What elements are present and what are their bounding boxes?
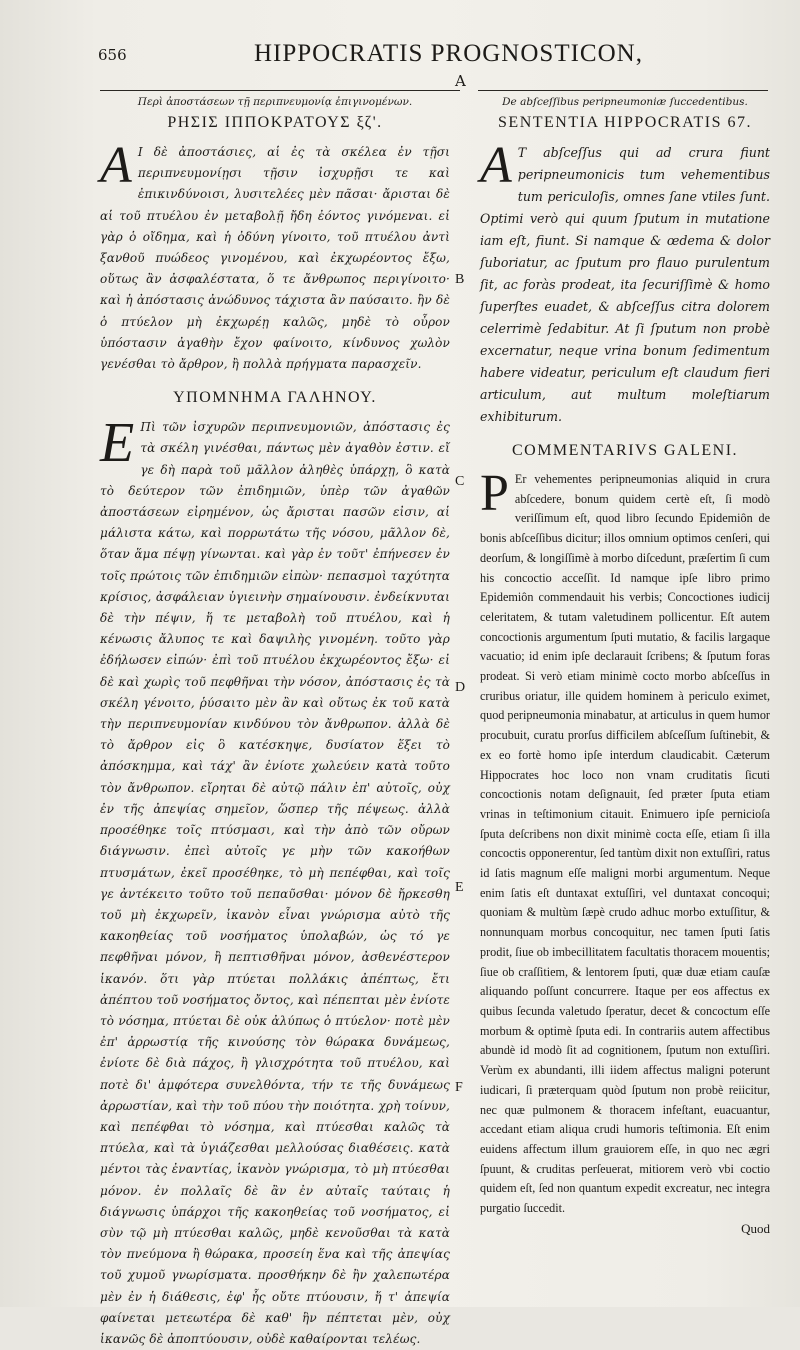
latin-commentary-text <box>480 465 770 1219</box>
page-header <box>0 38 800 90</box>
margin-letter-c: C <box>455 474 465 489</box>
latin-commentary-body: Er vehementes peripneumonias aliquid in crura abſcedere, bonum quidem certè eſt, ſi modò veriſſimum eſt, quod libro ſecundo Epidemiôn de bonis abſceſſibus dicitur; illos omnium optimos cenſeri, qui deorſum, & longiſſimè à morbo diſcedunt, præſertim ſi cum his concoctio acceſſit. Id namque ipſe libro primo Epidemiôn commendauit his verbis; Concoctiones iudicij celeritatem, & tutam valetudinem pollicentur. Eſt autem concoctionis argumentum ſputi mutatio, & facilis largaque vacuatio; id enim ipſe declarauit ſcribens; & ſputum foras prodeat. Si verò etiam minimè cocto morbo abſceſſus in cruribus oriatur, ille quidem hominem à periculo eximet, quod peripneumonia minabatur, at articulus in quem humor procubuit, curatu prorſus difficilem abſceſſum ſuſtinebit, & ex eo fortè homo ipſe interdum claudicabit. Cæterum Hippocrates hoc loco non vnam cruditatis ſicuti concoctionis notam deſignauit, ſed præter ſputa etiam vrinas in teſtimonium citauit. Enimuero ipſe pernicioſa ſputa deſcribens non dixit minimè cocta eſſe, etiam ſi illa concoctis opponerentur, ſed tantùm dixit non extuſſiri, ratus id ſatis magnum eſſe maligni morbi argumentum. Neque enim ſatis eſt duntaxat extuſſiri, vel duntaxat concoqui; quoniam & multùm ſæpè crudo adhuc morbo extuſſitur, & nonnunquam morbus concoquitur, nec tamen ſputi ſatis prodit, ſiue ob imbecillitatem facultatis thoracem mouentis; ſiue ob craſſitiem, & lentorem ſputi, quæ duæ etiam cauſæ aliquando poſſunt concurrere. Itaque per eos affectus ex quibus ſecunda valetudo ſperatur, decet & concoctum eſſe morbum & optimè ſputa edi. In contrariis autem affectibus abundè id modò ſit ad cognitionem, ſputum non extuſſiri. Verùm ex abundanti, illi iidem affectus maligni poterunt iudicari, ſi præterquam quòd ſputum non probè reiicitur, nec quæ pulmonem & thoracem infeſtant, euacuantur, accedant etiam aliqua crudi humoris teſtimonia. Eſt enim euidens affectum illum grauiorem eſſe, in quo nec ægri ſpuunt, & cruditas perſeuerat, mitiorem verò vbi coctio quidem eſt, ſed non quantum expedit excreatur, nec integra purgatio ſuccedit. <box>480 472 770 1216</box>
greek-commentary-initial: Ε <box>100 412 135 475</box>
section-letter: A <box>455 72 466 90</box>
latin-sentence-text <box>480 137 770 428</box>
greek-subheading: Περὶ ἀποστάσεων τῇ περιπνευμονίᾳ ἐπιγινομένων. <box>137 96 413 108</box>
margin-letter-f: F <box>455 1080 463 1095</box>
greek-commentary-body: Πὶ τῶν ἰσχυρῶν περιπνευμονιῶν, ἀπόστασις ἐς τὰ σκέλη γινέσθαι, πάντως μὲν ἀγαθὸν ἐστιν. εἴ γε δὴ παρὰ τοῦ μᾶλλον ἀληθὲς ὑπάρχῃ, ὃ κατὰ τὸ δεύτερον τῶν ἐπιδημιῶν, ὑπὲρ τῶν ἀγαθῶν ἀποστάσεων εἰρημένον, ὡς ἄρισται πασῶν εἰσιν, αἱ μάλιστα κάτω, καὶ πορρωτάτω τῆς νόσου, μᾶλλον δὲ, ὅταν ἅμα πέψῃ γίνωνται. καὶ γὰρ ἐν τοῦτ' ἐπήνεσεν ἐν τοῖς πρώτοις τῶν ἐπιδημιῶν εἰπὼν· πεπασμοὶ ταχύτητα κρίσιος, ἀσφάλειαν ὑγιεινὴν σημαίνουσιν. ἐνδείκνυται δὲ τὴν πέψιν, ἥ τε μεταβολὴ τοῦ πτυέλου, καὶ ἡ κένωσις ἄλυπος τε καὶ δαψιλὴς γινομένη. τοῦτο γὰρ ἐδήλωσεν εἰπών· ἐπὶ τοῦ πτυέλου ἐκχωρέοντος ἔξω· εἰ δὲ καὶ χωρὶς τοῦ πεφθῆναι τὴν νόσον, ἀπόστασις ἐς τὰ σκέλη γένοιτο, ῥύσαιτο μὲν ἂν καὶ οὕτως ἐκ τοῦ κατὰ τὴν περιπνευμονίαν κινδύνου τὸν ἄνθρωπον. ἀλλὰ δὲ τὸ ἄρθρον εἰς ὃ κατέσκηψε, δυσίατον ἕξει τὸ ἀπόσκημμα, καὶ τάχ' ἂν ἐνίοτε χωλεύειν κατὰ τοῦτο τὸν ἄνθρωπον. εἴρηται δὲ αὐτῷ πάλιν ἐπ' αὐτοῖς, οὐχ ἐν τῆς ἀπεψίας σημεῖον, ὥσπερ τῆς πέψεως. ἀλλὰ προσέθηκε τοῖς πτύσμασι, καὶ τὴν ἀπὸ τῶν οὔρων διάγνωσιν. ἐπεὶ αὐτοῖς γε μὴν τῶν κακοήθων πτυσμάτων, ἐκεῖ προσέθηκε, τὸ μὴ πεπέφθαι, καὶ τοῖς γε ἀντέκειτο τοῦτο τοῦ πεπαῦσθαι· μόνον δὲ ἤρκεσθη τοῦ μὴ ἐκχωρεῖν, ἱκανὸν εἶναι γνώρισμα αὐτὸ τῆς κακοηθείας τοῦ νοσήματος ὑπολαβών, ὡς τό γε πεφθῆναι μόνον, ἢ πεπτισθῆναι μόνον, ἀσθενέστερον ἱκανόν. ὅτι γὰρ πτύεται πολλάκις ἀπέπτως, ἔτι ἀπέπτου τοῦ νοσήματος ὄντος, καὶ πέπεπται μὲν ἐνίοτε τὸ νόσημα, πτύεται δὲ οὐκ ἀλύπως ὁ πτύελον· ποτὲ μὲν ἐπ' ἀρρωστίᾳ τῆς κινούσης τὸν θώρακα δυνάμεως, ἐνίοτε δὲ διὰ πάχος, ἢ γλισχρότητα τοῦ πτυέλου, καὶ ποτὲ δι' ἀμφότερα συνελθόντα, τήν τε τῆς δυνάμεως ἀρρωστίαν, καὶ τὴν τοῦ πύου τὴν ποιότητα. χρὴ τοίνυν, καὶ πεπέφθαι τὸ νόσημα, καὶ πτύεσθαι καλῶς τὰ πτύελα, καὶ τὰ ὑγιάζεσθαι μελλούσας διαθέσεις. κατὰ μέντοι τὰς ἐναντίας, ἱκανὸν γνώρισμα, τὸ μὴ πτύεσθαι μόνον. ἐν πολλαῖς δὲ ἂν ἐν αὐταῖς ταύταις ἡ διάγνωσις ὑπάρχοι τῆς κακοηθείας τοῦ νοσήματος, εἰ σὺν τῷ μὴ πτύεσθαι καλῶς, μηδὲ κενοῦσθαι τὰ κατὰ τὸν πνεύμονα ἢ θώρακα, προσείη ἕνα καὶ τῆς ἀπεψίας τοῦ χυμοῦ γνωρίσματα. προσθήκην δὲ ἢν χαλεπωτέρα μὲν ἐν ἡ διάθεσις, ἐφ' ἧς οὔτε πτύουσιν, ἥ τ' ἀπεψία φαίνεται μετεωτέρα δὲ καθ' ἣν πέπτεται μὲν, οὐχ ἱκανῶς δὲ ἀποπτύουσιν, οὐδὲ καθαίρονται τελέως. <box>100 420 450 1346</box>
latin-sentence-title: SENTENTIA HIPPOCRATIS 67. <box>498 114 752 131</box>
latin-column-rule <box>478 90 768 91</box>
latin-commentary-title: COMMENTARIVS GALENI. <box>511 442 739 459</box>
latin-sentence-body: T abſceſſus qui ad crura fiunt peripneumonicis tum vehementibus tum periculoſis, omnes ſane vtiles ſunt. Optimi verò qui quum ſputum in mutatione iam eſt, fiunt. Si namque & œdema & dolor ſuboriatur, ac ſputum pro flauo purulentum ſit, ac foràs prodeat, ita ſecuriſſimè & homo ſuperſtes euadet, & abſceſſus citra dolorem celerrimè ſedabitur. At ſi ſputum non probè excernatur, neque vrina bonum ſedimentum habere videatur, periculum eſt claudum fieri articulum, aut multum moleſtiarum exhibiturum. <box>480 145 770 424</box>
running-title: HIPPOCRATIS PROGNOSTICON, <box>254 40 643 67</box>
greek-commentary-text <box>100 412 450 1350</box>
margin-letter-d: D <box>455 680 466 695</box>
greek-sentence-title: ΡΗΣΙΣ ΙΠΠΟΚΡΑΤΟΥΣ ξζ'. <box>167 114 383 131</box>
greek-sentence-initial: Α <box>100 137 132 194</box>
latin-commentary-initial: P <box>480 465 509 522</box>
greek-column <box>100 96 450 1350</box>
latin-column <box>480 96 770 1237</box>
greek-sentence-body: Ι δὲ ἀποστάσιες, αἱ ἐς τὰ σκέλεα ἐν τῇσι περιπνευμονίῃσι τῇσιν ἰσχυρῇσι τε καὶ ἐπικινδύνοισι, λυσιτελέες μὲν πᾶσαι· ἄρισται δὲ αἱ τοῦ πτυέλου ἐν μεταβολῇ ἤδη ἐόντος γινόμεναι. εἰ γὰρ ὁ οἴδημα, καὶ ἡ ὀδύνη γίνοιτο, τοῦ πτυέλου ἀντὶ ξανθοῦ πυώδεος γινομένου, καὶ ἐκχωρέοντος ἔξω, οὕτως ἂν ἀσφαλέστατα, ὅ τε ἄνθρωπος περιγίνοιτο· καὶ ἡ ἀπόστασις ἀνώδυνος τάχιστα ἂν παύσαιτο. ἢν δὲ ὁ πτύελον μὴ ἐκχωρέῃ καλῶς, μηδὲ τὸ οὖρον ὑπόστασιν ἀγαθὴν ἔχον φαίνοιτο, κίνδυνος χωλὸν γενέσθαι τὸ ἄρθρον, ἢ πολλὰ πρήγματα παρασχεῖν. <box>100 145 450 372</box>
margin-letter-e: E <box>455 880 464 895</box>
greek-column-rule <box>100 90 460 91</box>
latin-sentence-initial: A <box>480 137 512 194</box>
greek-sentence-text <box>100 137 450 375</box>
margin-letter-b: B <box>455 272 465 287</box>
latin-subheading: De abſceſſibus peripneumoniæ ſuccedentibus. <box>502 96 748 108</box>
catchword: Quod <box>741 1220 770 1236</box>
page-number: 656 <box>98 46 127 64</box>
greek-commentary-title: ΥΠΟΜΝΗΜΑ ΓΑΛΗΝΟΥ. <box>173 389 377 407</box>
